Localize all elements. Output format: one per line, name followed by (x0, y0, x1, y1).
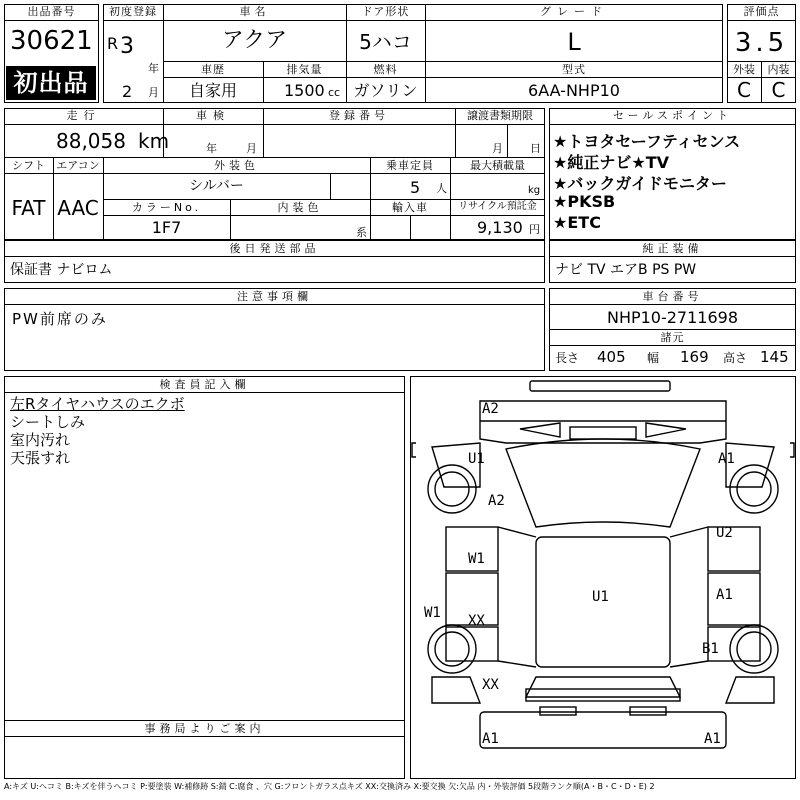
recycle-unit: 円 (529, 223, 541, 236)
damage-mark: A1 (482, 731, 499, 747)
displacement-label: 排気量 (286, 63, 323, 76)
year: 3 (120, 34, 134, 59)
damage-mark: XX (482, 677, 499, 693)
notes-value: PW前席のみ (12, 310, 108, 328)
exterior-grade: C (737, 78, 751, 102)
inspector-line: シートしみ (10, 413, 86, 431)
lot-label: 出品番号 (27, 5, 76, 18)
first-reg-label: 初度登録 (109, 5, 157, 18)
sales-points-list (553, 129, 740, 234)
month-unit: 月 (148, 86, 160, 99)
first-listing-badge: 初出品 (6, 66, 96, 100)
damage-mark: A2 (482, 401, 499, 417)
damage-mark: A1 (718, 451, 735, 467)
sales-points-label: セールスポイント (612, 109, 732, 122)
interior-grade: C (771, 78, 786, 102)
damage-mark: A1 (716, 587, 733, 603)
inspection-label: 車検 (196, 109, 230, 122)
damage-mark: B1 (702, 641, 719, 657)
damage-mark: U1 (468, 451, 485, 467)
reg-number-label: 登録番号 (329, 109, 389, 122)
lot-number: 30621 (10, 26, 93, 56)
damage-mark: U2 (716, 525, 733, 541)
damage-mark: U1 (592, 589, 609, 605)
model: 6AA-NHP10 (528, 81, 620, 100)
car-name-label: 車名 (239, 5, 270, 18)
grade: L (567, 28, 581, 56)
legend: A:キズ U:ヘコミ B:キズを伴うヘコミ P:要塗装 W:補修跡 S:錆 C:腐食 、穴 G:フロントガラス点キズ XX:交換済み X:要交換 欠:欠品 内・外装評価 5段階ランク順(A・B・C・D・E) 2 (4, 782, 655, 791)
sales-point-item: ★PKSB (553, 192, 616, 211)
damage-mark: W1 (424, 605, 441, 621)
ext-color-label: 外装色 (214, 159, 259, 172)
color-no-label: カラーNo. (131, 201, 202, 214)
inspector-label: 検査員記入欄 (159, 378, 250, 391)
sales-point-item: ★バックガイドモニター (553, 174, 727, 193)
damage-mark: A2 (488, 493, 505, 509)
length-value: 405 (597, 348, 626, 366)
height-value: 145 (760, 348, 789, 366)
inspector-line: 天張すれ (10, 449, 71, 467)
displacement-unit: cc (328, 86, 341, 99)
sales-point-item: ★トヨタセーフティセンス (553, 132, 741, 151)
int-color-label: 内装色 (277, 201, 323, 214)
inspector-line: 室内汚れ (10, 431, 71, 449)
capacity: 5 (410, 178, 421, 197)
month: 2 (122, 82, 133, 101)
mileage-label: 走行 (66, 109, 101, 122)
history: 自家用 (188, 81, 237, 100)
office-label: 事務局よりご案内 (144, 722, 265, 735)
chassis-label: 車台番号 (642, 290, 703, 303)
genuine-value: ナビ TV エアB PS PW (555, 262, 697, 278)
exterior-label: 外装 (733, 63, 755, 76)
notes-label: 注意事項欄 (237, 290, 312, 303)
shift: FAT (11, 196, 46, 220)
transfer-label: 譲渡書類期限 (467, 109, 533, 122)
history-label: 車歴 (201, 63, 225, 76)
recycle-label: リサイクル預託金 (458, 201, 537, 212)
later-parts-value: 保証書 ナビロム (10, 262, 113, 278)
capacity-unit: 人 (436, 182, 448, 195)
inspection-month-unit: 月 (246, 142, 258, 155)
later-parts-label: 後日発送部品 (229, 242, 320, 255)
height-label: 高さ (723, 351, 748, 365)
door-label: ドア形状 (361, 5, 410, 18)
damage-mark: A1 (704, 731, 721, 747)
fuel-label: 燃料 (373, 63, 398, 76)
spec-box (4, 108, 545, 240)
displacement: 1500 (284, 81, 325, 100)
shift-label: シフト (12, 159, 45, 172)
score-label: 評価点 (743, 5, 780, 18)
ac: AAC (57, 196, 99, 220)
recycle-value: 9,130 (477, 218, 523, 237)
door-type: 5ハコ (359, 30, 412, 54)
int-color-unit: 系 (356, 226, 368, 239)
sales-point-item: ★ETC (553, 213, 601, 232)
interior-label: 内装 (767, 63, 790, 76)
car-damage-diagram (410, 377, 796, 763)
mileage-value: 88,058 (56, 129, 126, 153)
import-label: 輸入車 (392, 201, 428, 214)
length-label: 長さ (555, 351, 580, 365)
ext-color: シルバー (189, 178, 244, 194)
transfer-month-unit: 月 (492, 142, 504, 155)
grade-label: グレード (540, 5, 608, 18)
score: 3.5 (734, 28, 789, 58)
model-label: 型式 (562, 63, 586, 76)
genuine-label: 純正装備 (642, 242, 703, 255)
max-load-label: 最大積載量 (470, 159, 525, 172)
car-name: アクア (221, 28, 288, 53)
inspector-line: 左Rタイヤハウスのエクボ (10, 395, 185, 413)
color-no: 1F7 (151, 218, 182, 237)
chassis-number: NHP10-2711698 (606, 308, 739, 327)
width-label: 幅 (647, 351, 660, 365)
mileage-unit: km (138, 129, 170, 153)
capacity-label: 乗車定員 (386, 159, 434, 172)
inspection-year-unit: 年 (206, 142, 218, 155)
max-load-unit: kg (528, 185, 541, 196)
ac-label: エアコン (56, 159, 100, 172)
damage-mark: W1 (468, 551, 485, 567)
width-value: 169 (680, 348, 709, 366)
era: R (107, 34, 119, 53)
transfer-day-unit: 日 (530, 142, 542, 155)
fuel: ガソリン (353, 81, 418, 100)
sales-point-item: ★純正ナビ★TV (553, 153, 669, 172)
year-unit: 年 (148, 62, 160, 75)
damage-mark: XX (468, 613, 485, 629)
dims-label: 諸元 (660, 331, 685, 344)
